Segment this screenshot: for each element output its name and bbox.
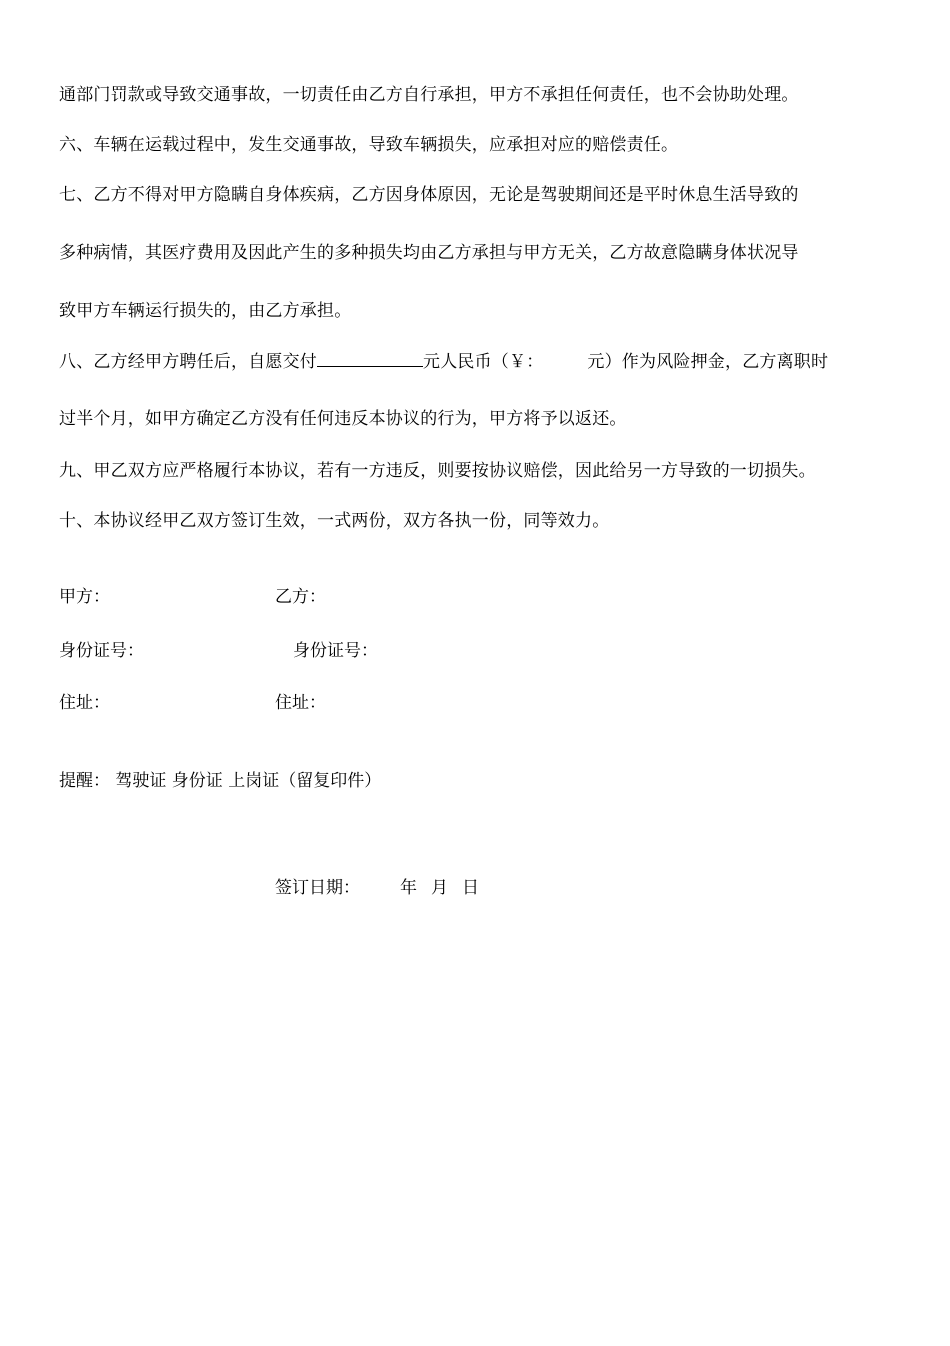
- clause-8-text-b: 元人民币（￥：: [423, 352, 544, 372]
- clause-7-line-1: 七、乙方不得对甲方隐瞒自身体疾病，乙方因身体原因，无论是驾驶期间还是平时休息生活导致的: [59, 185, 799, 205]
- date-month: 月: [431, 878, 448, 898]
- paragraph-line-traffic-liability: 通部门罚款或导致交通事故，一切责任由乙方自行承担，甲方不承担任何责任，也不会协助处理。: [59, 85, 799, 105]
- party-a-label: 甲方：: [59, 587, 110, 607]
- party-a-id-label: 身份证号：: [59, 641, 144, 661]
- deposit-amount-blank: [317, 350, 423, 367]
- clause-7-line-2: 多种病情，其医疗费用及因此产生的多种损失均由乙方承担与甲方无关，乙方故意隐瞒身体状况导: [59, 243, 799, 263]
- clause-8-text-c: 元）作为风险押金，乙方离职时: [587, 352, 829, 372]
- party-b-id-label: 身份证号：: [293, 641, 378, 661]
- clause-7-line-3: 致甲方车辆运行损失的，由乙方承担。: [59, 301, 352, 321]
- clause-6: 六、车辆在运载过程中，发生交通事故，导致车辆损失，应承担对应的赔偿责任。: [59, 135, 679, 155]
- date-day: 日: [462, 878, 479, 898]
- reminder-note: 提醒： 驾驶证 身份证 上岗证（留复印件）: [59, 771, 382, 791]
- clause-9: 九、甲乙双方应严格履行本协议，若有一方违反，则要按协议赔偿，因此给另一方导致的一切损失。: [59, 461, 816, 481]
- clause-8-line-2: 过半个月，如甲方确定乙方没有任何违反本协议的行为，甲方将予以返还。: [59, 409, 627, 429]
- party-a-address-label: 住址：: [59, 693, 110, 713]
- signing-date-label: 签订日期：: [275, 878, 360, 898]
- clause-8-line-1: [59, 350, 828, 373]
- party-b-address-label: 住址：: [275, 693, 326, 713]
- clause-8-text-a: 八、乙方经甲方聘任后，自愿交付: [59, 352, 317, 372]
- party-b-label: 乙方：: [275, 587, 326, 607]
- date-year: 年: [400, 878, 417, 898]
- signing-date: [275, 877, 479, 899]
- clause-10: 十、本协议经甲乙双方签订生效，一式两份，双方各执一份，同等效力。: [59, 511, 610, 531]
